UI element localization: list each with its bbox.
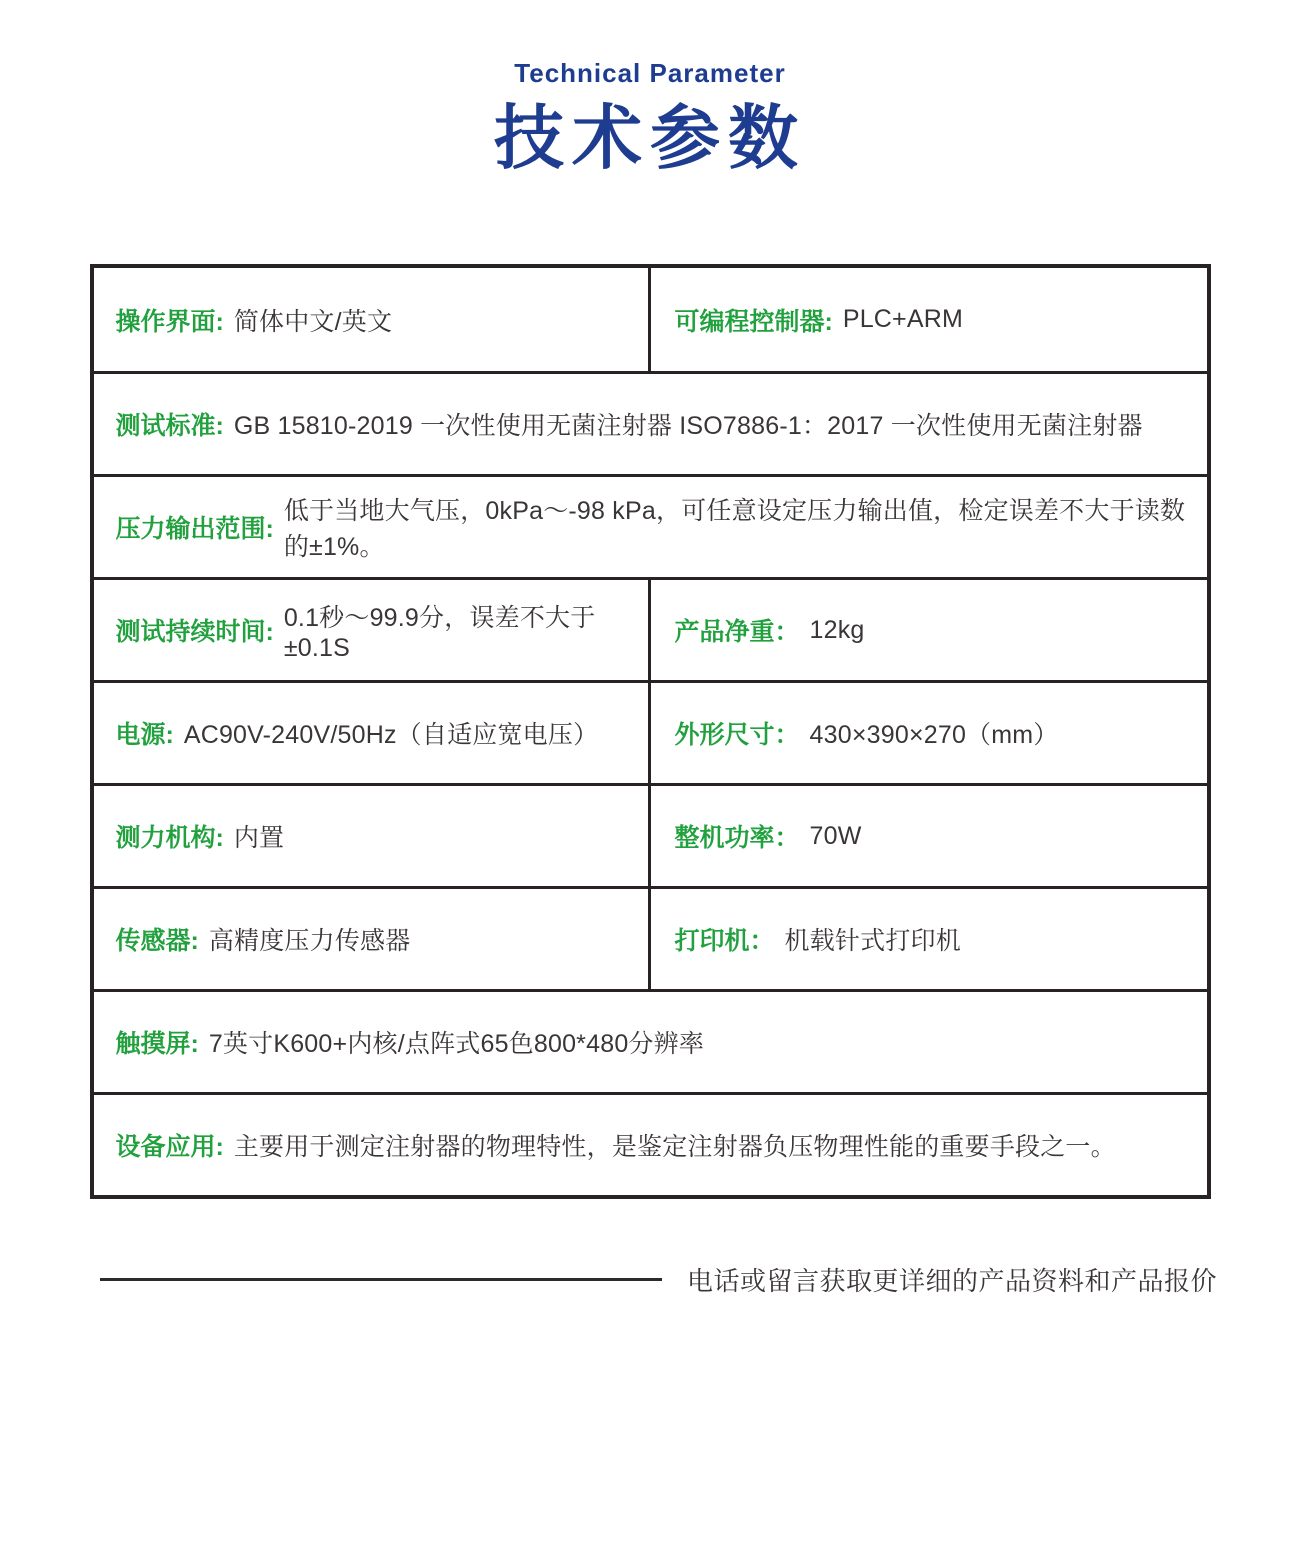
spec-label: 压力输出范围: [115,515,274,543]
spec-value: 0.1秒～99.9分，误差不大于±0.1S [283,603,596,662]
spec-value: 7英寸K600+内核/点阵式65色800*480分辨率 [208,1030,705,1058]
table-row [94,680,1207,783]
spec-cell-net-weight [648,580,1207,680]
spec-cell-device-application [94,1095,1207,1195]
table-row [94,783,1207,886]
footer [0,1261,1300,1298]
spec-cell-total-power [648,786,1207,886]
page-header [0,0,1300,180]
spec-value: 12kg [809,615,865,644]
spec-label: 测试持续时间: [115,618,274,646]
spec-label: 打印机： [674,927,775,955]
spec-label: 设备应用: [115,1133,224,1161]
table-row [94,886,1207,989]
spec-label: 触摸屏: [115,1030,199,1058]
spec-value: 高精度压力传感器 [208,927,411,955]
spec-label: 测力机构: [115,824,224,852]
spec-cell-printer [648,889,1207,989]
spec-label: 操作界面: [115,307,224,336]
table-row [94,989,1207,1092]
spec-value: 70W [809,821,862,850]
page-title: 技术参数 [494,99,806,177]
footer-note: 电话或留言获取更详细的产品资料和产品报价 [687,1266,1218,1296]
spec-cell-test-standard [94,374,1207,474]
spec-label: 整机功率： [674,824,800,852]
spec-value: 主要用于测定注射器的物理特性，是鉴定注射器负压物理性能的重要手段之一。 [233,1133,1116,1161]
spec-cell-operation-interface [94,268,648,371]
spec-value: AC90V-240V/50Hz（自适应宽电压） [183,721,599,749]
table-row [94,268,1207,371]
table-row [94,474,1207,577]
table-row [94,371,1207,474]
divider-line [100,1278,662,1281]
spec-value: 内置 [233,824,285,852]
spec-value: GB 15810-2019 一次性使用无菌注射器 ISO7886-1：2017 一次性使用无菌注射器 [233,412,1143,440]
spec-cell-sensor [94,889,648,989]
spec-table [90,264,1211,1199]
spec-cell-programmable-controller [648,268,1207,371]
spec-cell-power-supply [94,683,648,783]
table-row [94,577,1207,680]
header-subtitle: Technical Parameter [514,58,786,88]
spec-value: 430×390×270（mm） [809,721,1059,749]
spec-value: 低于当地大气压，0kPa～-98 kPa，可任意设定压力输出值，检定误差不大于读数的±1%。 [283,497,1186,561]
spec-value: PLC+ARM [842,305,964,333]
spec-label: 电源: [115,721,174,749]
spec-cell-force-mechanism [94,786,648,886]
spec-cell-dimensions [648,683,1207,783]
spec-label: 传感器: [115,927,199,955]
spec-cell-test-duration [94,580,648,680]
spec-label: 可编程控制器: [674,307,833,336]
spec-label: 产品净重： [674,618,800,646]
spec-cell-pressure-output-range [94,477,1207,577]
spec-label: 外形尺寸： [674,721,800,749]
spec-value: 机载针式打印机 [784,927,961,955]
spec-cell-touch-screen [94,992,1207,1092]
table-row [94,1092,1207,1195]
spec-label: 测试标准: [115,412,224,440]
spec-value: 简体中文/英文 [233,307,393,336]
